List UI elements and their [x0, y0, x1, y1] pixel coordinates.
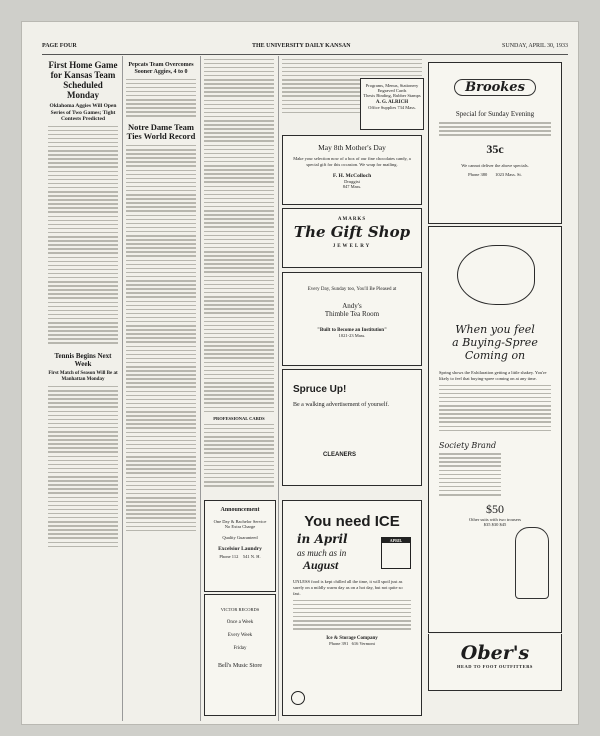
- obers-logo: Ober's: [460, 642, 530, 664]
- ad-thimble-tea-room: Every Day, Sunday too, You'll Be Pleased at Andy's Thimble Tea Room "Built to Become an Institution" 1021-23 Mass.: [282, 272, 422, 366]
- ad-mothers-day: May 8th Mother's Day Make your selection now of a box of our fine chocolates candy, a special gift for this occasion. We wrap for mailing. F. H. McColloch Druggist 847 Mass.: [282, 135, 422, 205]
- society-brand-logo: Society Brand: [439, 441, 497, 451]
- ad-gift-shop: AMARKS The Gift Shop JEWELRY: [282, 208, 422, 268]
- ad-cleaners: Spruce Up! Be a walking advertisement of yourself. CLEANERS: [282, 369, 422, 486]
- gift-shop-logo: The Gift Shop: [293, 223, 411, 241]
- ad-laundry: Announcement One Day & Bachelor Service No Extra Charge Quality Guaranteed Excelsior Laundry Phone 112 541 N. H.: [204, 500, 276, 592]
- issue-date: SUNDAY, APRIL 30, 1933: [502, 43, 568, 49]
- masthead: [42, 42, 568, 55]
- headline-tennis: Tennis Begins Next Week: [54, 351, 112, 368]
- ad-ice-company: You need ICE in April as much as in August APRIL UNLESS food is kept chilled all the time, it will spoil just as surely on a mildly warm day as on a hot day, but not quite so fast. Ice & Storage Company Phone 391 616 Vermont: [282, 500, 422, 716]
- company-seal-icon: [291, 691, 305, 705]
- headline-notre-dame: Notre Dame Team Ties World Record: [126, 121, 196, 142]
- column-sports-1: [48, 56, 118, 716]
- cleaners-logo: CLEANERS: [323, 452, 357, 458]
- headline-first-game: First Home Game for Kansas Team Scheduled Monday: [48, 60, 118, 100]
- illustration-icon: [457, 245, 535, 305]
- brookes-logo: Brookes: [454, 79, 536, 96]
- ad-printing: Programs, Menus, Stationery Engraved Cards Thesis Binding, Rubber Stamps A. G. ALRICH Office Supplies 734 Mass.: [360, 78, 424, 130]
- subhead-tennis: First Match of Season Will Be at Manhattan Monday: [48, 370, 118, 382]
- subhead-first-game: Oklahoma Aggies Will Open Series of Two Games; Tight Contests Predicted: [49, 103, 117, 122]
- column-sports-2: [126, 56, 196, 716]
- ad-music-store: VICTOR RECORDS Once a Week Every Week Friday Bell's Music Store: [204, 594, 276, 716]
- paper-title: THE UNIVERSITY DAILY KANSAN: [252, 43, 351, 49]
- calendar-icon: APRIL: [381, 537, 411, 569]
- directory-label: PROFESSIONAL CARDS: [213, 416, 265, 422]
- page-number: PAGE FOUR: [42, 43, 77, 49]
- ad-obers: Ober's HEAD TO FOOT OUTFITTERS: [428, 634, 562, 691]
- story-text: [48, 126, 118, 344]
- ad-buying-spree: When you feel a Buying-Spree Coming on Spring shows the Exhilaration getting a little shakey. You're likely to feel that buying-spree coming on at any time. Society Brand $50 Other suits with two trousers $35 $30 $45: [428, 226, 562, 633]
- man-figure-icon: [515, 527, 549, 599]
- headline-pepcats: Pepcats Team Overcomes Sooner Aggies, 4 to 0: [128, 62, 194, 75]
- ad-brookes: Brookes Special for Sunday Evening 35c We cannot deliver the above specials. Phone 380 1023 Mass. St.: [428, 62, 562, 224]
- newspaper-page: [22, 22, 578, 724]
